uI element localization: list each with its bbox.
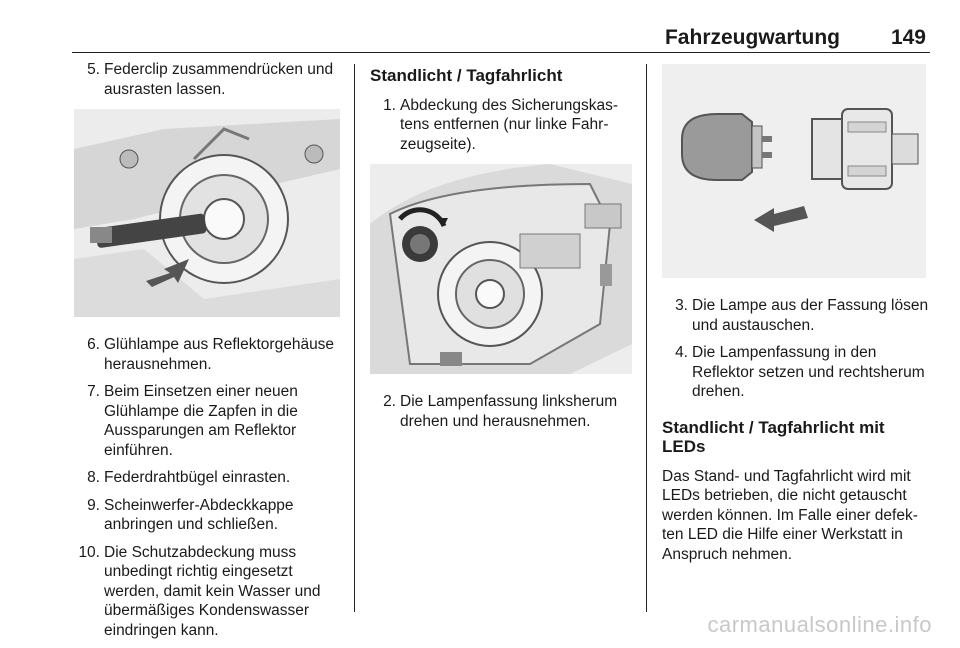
- page-number: 149: [890, 26, 926, 49]
- headlamp-housing-illustration: [370, 164, 634, 374]
- step-item: [74, 496, 342, 535]
- step-text: Abdeckung des Sicherungskastens entfernen (nur linke Fahrzeugseite).: [400, 96, 619, 153]
- header-rule: [72, 52, 930, 53]
- step-number: 6.: [87, 336, 100, 353]
- section-heading: Standlicht / Tagfahrlicht mit LEDs: [662, 417, 885, 456]
- step-item: [74, 335, 342, 374]
- left-column: [74, 60, 342, 648]
- step-item: [662, 296, 930, 335]
- step-text: Die Schutzabdeckung muss unbedingt richtig eingesetzt werden, damit kein Wasser und übermäßiges Kondenswasser eindringen kann.: [104, 543, 321, 639]
- step-number: 10.: [78, 543, 100, 561]
- step-item: [74, 468, 342, 488]
- header-title: Fahrzeugwartung: [664, 26, 840, 49]
- middle-column: [370, 60, 634, 439]
- column-divider-left: [354, 64, 355, 612]
- step-text: Die Lampenfassung linksherum drehen und herausnehmen.: [400, 393, 618, 430]
- step-text: Beim Einsetzen einer neuen Glühlampe die Zapfen in die Aussparungen am Reflektor einführen.: [104, 383, 298, 459]
- step-number: 4.: [675, 344, 688, 361]
- step-number: 5.: [87, 61, 100, 78]
- step-text: Federdrahtbügel einrasten.: [104, 469, 291, 486]
- step-number: 8.: [87, 469, 100, 486]
- step-text: Scheinwerfer-Abdeckkappe anbringen und schließen.: [104, 496, 294, 533]
- step-text: Federclip zusammendrücken und ausrasten lassen.: [104, 61, 334, 98]
- step-text: Glühlampe aus Reflektorgehäuse herausnehmen.: [104, 336, 335, 373]
- step-number: 2.: [383, 393, 396, 410]
- watermark: carmanualsonline.info: [707, 612, 932, 637]
- step-item: [74, 543, 342, 641]
- step-number: 3.: [675, 297, 688, 314]
- step-text: Die Lampe aus der Fassung lösen und austauschen.: [692, 297, 929, 334]
- right-column: [662, 60, 930, 564]
- step-item: [74, 382, 342, 460]
- step-text: Die Lampenfassung in den Reflektor setzen und rechtsherum drehen.: [692, 344, 925, 400]
- section-heading: Standlicht / Tagfahrlicht: [370, 66, 563, 85]
- step-number: 1.: [383, 96, 396, 114]
- headlamp-clip-illustration: [74, 109, 342, 317]
- step-item: [370, 96, 634, 155]
- bulb-socket-illustration: [662, 64, 930, 278]
- step-number: 9.: [87, 496, 100, 514]
- step-item: [370, 392, 634, 431]
- body-paragraph: Das Stand- und Tagfahrlicht wird mit LEDs betrieben, die nicht getauscht werden können. Im Falle einer defekten LED die Hilfe einer Werkstatt in Anspruch nehmen.: [662, 467, 918, 563]
- step-number: 7.: [87, 383, 100, 400]
- step-item: [662, 343, 930, 402]
- step-item: [74, 60, 342, 99]
- column-divider-right: [646, 64, 647, 612]
